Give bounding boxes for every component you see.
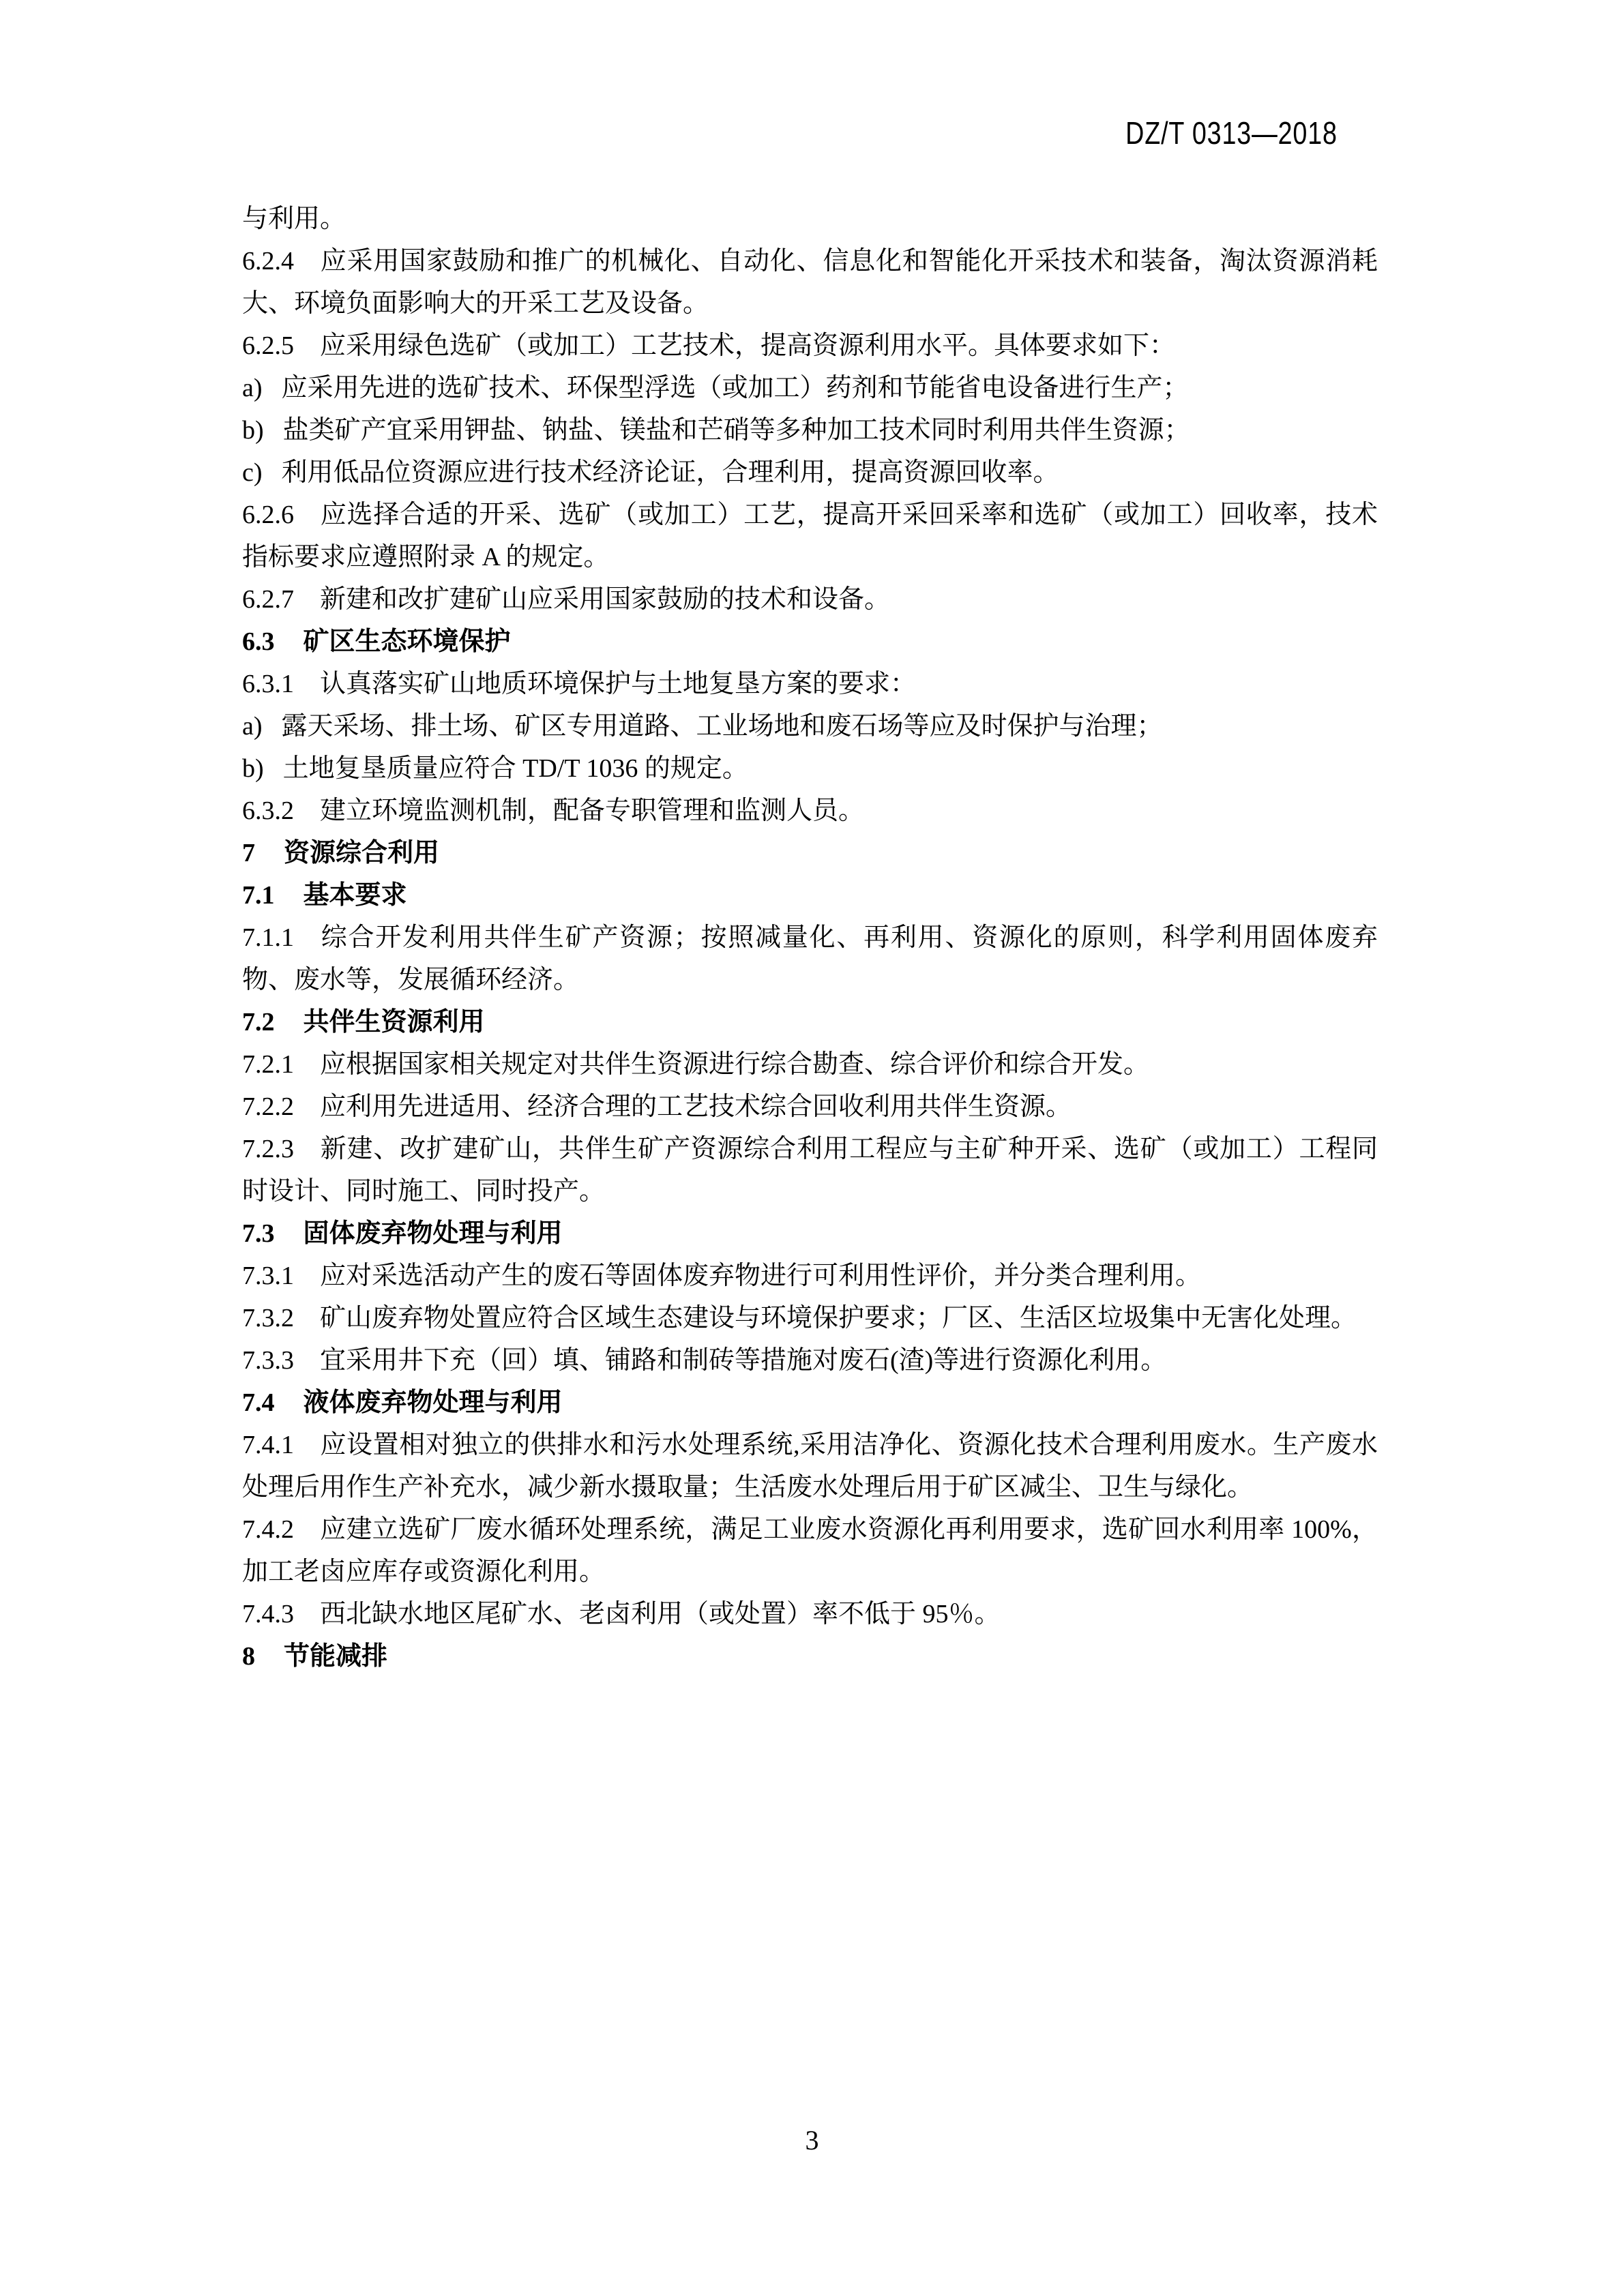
clause-text: 矿山废弃物处置应符合区域生态建设与环境保护要求；厂区、生活区垃圾集中无害化处理。 <box>320 1304 1357 1332</box>
section-heading-6-3 <box>242 621 1378 663</box>
page-number: 3 <box>805 2125 819 2156</box>
list-item-c-6-2-5 <box>242 451 1378 494</box>
section-heading-7-3 <box>242 1212 1378 1255</box>
clause-number: 7.2.1 <box>242 1050 294 1079</box>
list-marker: b) <box>242 754 264 783</box>
clause-6-2-5 <box>242 325 1378 367</box>
clause-text: 认真落实矿山地质环境保护与土地复垦方案的要求： <box>320 670 917 698</box>
heading-text: 固体废弃物处理与利用 <box>303 1219 563 1248</box>
clause-6-2-4 <box>242 240 1378 325</box>
chapter-heading-7 <box>242 832 1378 874</box>
clause-text: 应根据国家相关规定对共伴生资源进行综合勘查、综合评价和综合开发。 <box>320 1050 1150 1079</box>
heading-number: 7.2 <box>242 1008 275 1037</box>
clause-7-3-2 <box>242 1297 1378 1339</box>
clause-7-4-3 <box>242 1593 1378 1635</box>
chapter-heading-8 <box>242 1635 1378 1678</box>
clause-text: 综合开发利用共伴生矿产资源；按照减量化、再利用、资源化的原则，科学利用固体废弃物、废水等，发展循环经济。 <box>242 923 1378 994</box>
list-item-a-6-2-5 <box>242 367 1378 409</box>
clause-7-4-1 <box>242 1424 1378 1508</box>
clause-number: 6.2.6 <box>242 501 294 529</box>
clause-7-2-3 <box>242 1128 1378 1212</box>
clause-number: 7.3.1 <box>242 1262 294 1290</box>
clause-6-3-2 <box>242 790 1378 832</box>
clause-text: 应采用国家鼓励和推广的机械化、自动化、信息化和智能化开采技术和装备，淘汰资源消耗大、环境负面影响大的开采工艺及设备。 <box>242 247 1378 318</box>
list-item-b-6-3-1 <box>242 747 1378 790</box>
clause-number: 6.2.5 <box>242 331 294 360</box>
heading-text: 液体废弃物处理与利用 <box>303 1388 563 1417</box>
heading-number: 7.4 <box>242 1388 275 1417</box>
section-heading-7-2 <box>242 1001 1378 1043</box>
clause-number: 6.2.7 <box>242 585 294 614</box>
paragraph-continued-from-previous-page <box>242 198 1378 240</box>
standard-code-header: DZ/T 0313—2018 <box>1125 115 1338 151</box>
clause-7-4-2 <box>242 1508 1378 1593</box>
heading-number: 8 <box>242 1642 255 1671</box>
heading-number: 7.1 <box>242 881 275 910</box>
clause-text: 宜采用井下充（回）填、铺路和制砖等措施对废石(渣)等进行资源化利用。 <box>320 1346 1167 1375</box>
heading-text: 节能减排 <box>284 1642 388 1671</box>
list-item-b-6-2-5 <box>242 409 1378 451</box>
document-body <box>242 198 1378 1678</box>
clause-7-1-1 <box>242 916 1378 1001</box>
heading-number: 7 <box>242 839 255 867</box>
list-text: 露天采场、排土场、矿区专用道路、工业场地和废石场等应及时保护与治理； <box>281 712 1163 741</box>
heading-number: 7.3 <box>242 1219 275 1248</box>
clause-number: 6.2.4 <box>242 247 294 275</box>
clause-7-3-3 <box>242 1339 1378 1382</box>
clause-7-3-1 <box>242 1255 1378 1297</box>
clause-7-2-2 <box>242 1086 1378 1128</box>
heading-text: 矿区生态环境保护 <box>303 627 511 656</box>
heading-text: 资源综合利用 <box>284 839 440 867</box>
clause-text: 应设置相对独立的供排水和污水处理系统,采用洁净化、资源化技术合理利用废水。生产废水处理后用作生产补充水，减少新水摄取量；生活废水处理后用于矿区减尘、卫生与绿化。 <box>242 1431 1378 1502</box>
list-text: 盐类矿产宜采用钾盐、钠盐、镁盐和芒硝等多种加工技术同时利用共伴生资源； <box>282 416 1190 445</box>
clause-6-3-1 <box>242 663 1378 705</box>
section-heading-7-4 <box>242 1382 1378 1424</box>
clause-number: 7.2.3 <box>242 1135 294 1163</box>
clause-text: 新建、改扩建矿山，共伴生矿产资源综合利用工程应与主矿种开采、选矿（或加工）工程同时设计、同时施工、同时投产。 <box>242 1135 1378 1206</box>
clause-text: 应采用绿色选矿（或加工）工艺技术，提高资源利用水平。具体要求如下： <box>320 331 1176 360</box>
list-marker: b) <box>242 416 264 445</box>
list-marker: c) <box>242 458 263 487</box>
list-text: 土地复垦质量应符合 TD/T 1036 的规定。 <box>282 754 748 783</box>
clause-number: 6.3.1 <box>242 670 294 698</box>
clause-7-2-1 <box>242 1043 1378 1086</box>
clause-number: 6.3.2 <box>242 796 294 825</box>
heading-text: 共伴生资源利用 <box>303 1008 485 1037</box>
clause-number: 7.1.1 <box>242 923 294 952</box>
paragraph-text: 与利用。 <box>242 205 346 233</box>
list-marker: a) <box>242 712 263 741</box>
clause-number: 7.3.2 <box>242 1304 294 1332</box>
clause-6-2-6 <box>242 494 1378 578</box>
clause-text: 应利用先进适用、经济合理的工艺技术综合回收利用共伴生资源。 <box>320 1092 1072 1121</box>
clause-text: 应选择合适的开采、选矿（或加工）工艺，提高开采回采率和选矿（或加工）回收率，技术指标要求应遵照附录 A 的规定。 <box>242 501 1378 571</box>
clause-6-2-7 <box>242 578 1378 621</box>
clause-number: 7.3.3 <box>242 1346 294 1375</box>
clause-text: 新建和改扩建矿山应采用国家鼓励的技术和设备。 <box>320 585 891 614</box>
clause-number: 7.2.2 <box>242 1092 294 1121</box>
list-item-a-6-3-1 <box>242 705 1378 747</box>
clause-text: 西北缺水地区尾矿水、老卤利用（或处置）率不低于 95％。 <box>320 1600 1001 1628</box>
clause-text: 建立环境监测机制，配备专职管理和监测人员。 <box>320 796 865 825</box>
list-marker: a) <box>242 374 263 402</box>
heading-text: 基本要求 <box>303 881 407 910</box>
section-heading-7-1 <box>242 874 1378 916</box>
clause-number: 7.4.2 <box>242 1515 294 1544</box>
list-text: 利用低品位资源应进行技术经济论证，合理利用，提高资源回收率。 <box>281 458 1059 487</box>
list-text: 应采用先进的选矿技术、环保型浮选（或加工）药剂和节能省电设备进行生产； <box>281 374 1189 402</box>
clause-text: 应建立选矿厂废水循环处理系统，满足工业废水资源化再利用要求，选矿回水利用率 100%，加工老卤应库存或资源化利用。 <box>242 1515 1378 1586</box>
heading-number: 6.3 <box>242 627 275 656</box>
clause-number: 7.4.1 <box>242 1431 294 1459</box>
clause-number: 7.4.3 <box>242 1600 294 1628</box>
clause-text: 应对采选活动产生的废石等固体废弃物进行可利用性评价，并分类合理利用。 <box>320 1262 1202 1290</box>
